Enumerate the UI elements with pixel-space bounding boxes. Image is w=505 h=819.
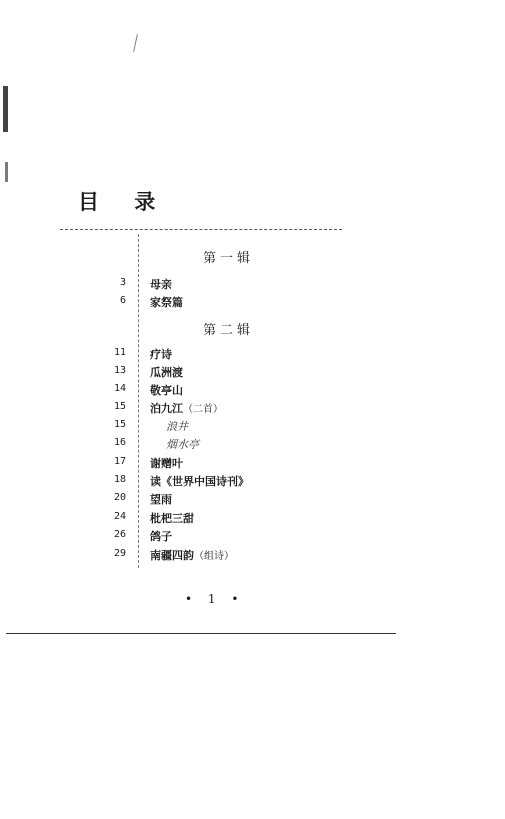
entry-title: 母亲 (150, 278, 172, 291)
entry-title: 家祭篇 (150, 296, 183, 309)
entry-page: 14 (113, 383, 126, 394)
bottom-rule (6, 633, 396, 634)
entry-page: 17 (113, 456, 126, 467)
entry-title: 南疆四韵 (150, 549, 194, 562)
section-title: 第二辑 (203, 323, 255, 338)
entry-title: 瓜洲渡 (150, 366, 183, 379)
entry-title: 疗诗 (150, 348, 172, 361)
entry-page: 16 (113, 437, 126, 448)
entry-page: 15 (113, 419, 126, 430)
entry-page: 26 (113, 529, 126, 540)
entry-page: 18 (113, 474, 126, 485)
entry-title: 鸽子 (150, 530, 172, 543)
entry-page: 13 (113, 365, 126, 376)
top-rule (60, 229, 342, 230)
entry-note: （组诗） (194, 551, 234, 562)
entry-title: 谢赠叶 (150, 457, 183, 470)
entry-title: 枇杷三甜 (150, 512, 194, 525)
entry-page: 15 (113, 401, 126, 412)
entry-title: 浪井 (166, 420, 188, 433)
entry-note: （二首） (183, 404, 223, 415)
entry-page: 11 (113, 347, 126, 358)
entry-title: 敬亭山 (150, 384, 183, 397)
entry-page: 20 (113, 492, 126, 503)
entry-title-with-note (150, 547, 234, 563)
page-column-divider (138, 234, 139, 568)
entry-title: 泊九江 (150, 402, 183, 415)
entry-page: 3 (119, 277, 126, 288)
entry-title: 读《世界中国诗刊》 (150, 475, 249, 488)
entry-title: 烟水亭 (166, 438, 199, 451)
entry-title-with-note (150, 400, 223, 416)
scan-mark (5, 162, 8, 182)
entry-page: 29 (113, 548, 126, 559)
scan-mark (3, 86, 8, 132)
scan-mark (133, 34, 138, 52)
entry-title: 望雨 (150, 493, 172, 506)
page-title: 目 录 (78, 190, 170, 214)
entry-page: 6 (119, 295, 126, 306)
entry-page: 24 (113, 511, 126, 522)
page-number: • 1 • (185, 592, 245, 606)
section-title: 第一辑 (203, 251, 255, 266)
